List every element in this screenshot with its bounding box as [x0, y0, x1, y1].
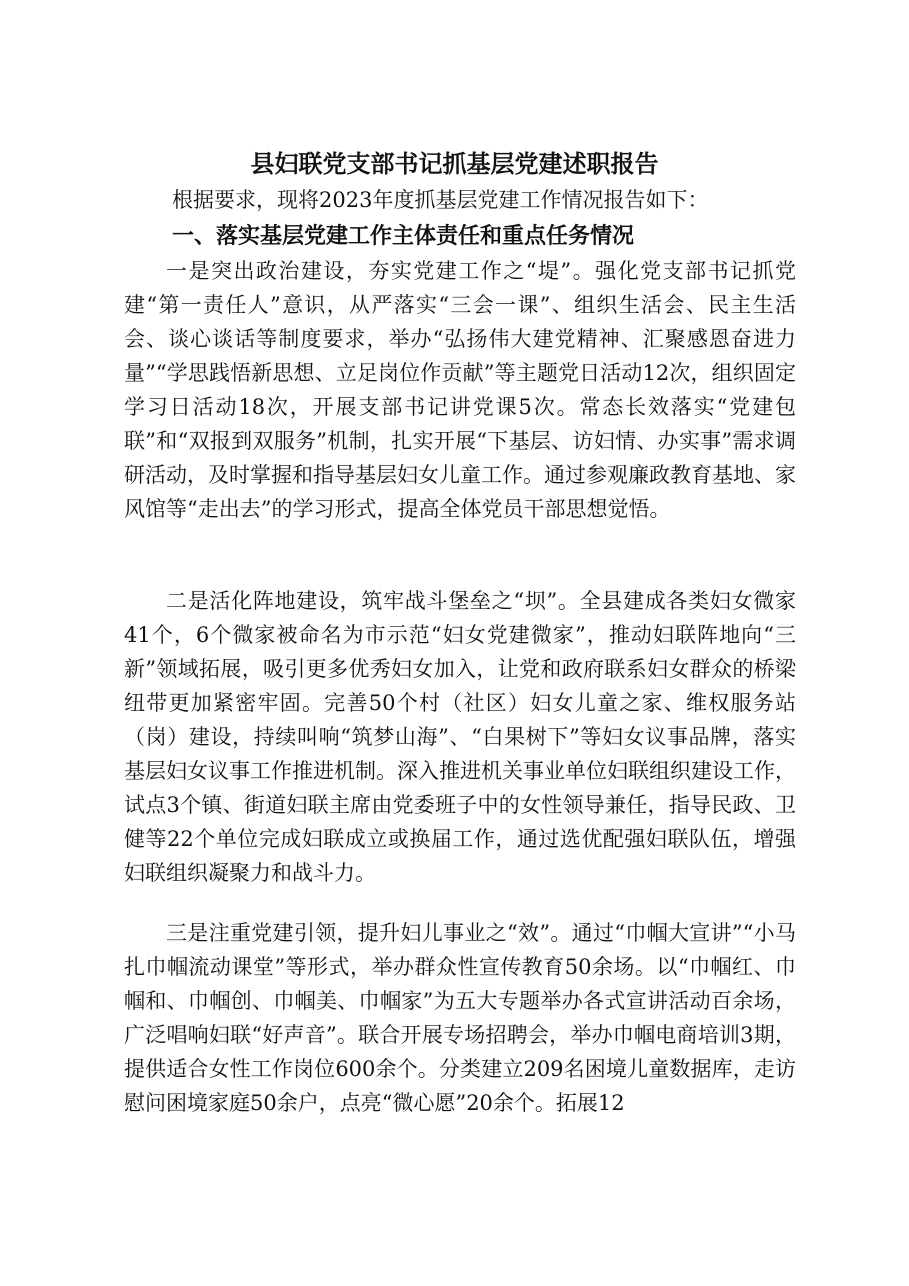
section-heading: 一、落实基层党建工作主体责任和重点任务情况	[172, 223, 635, 249]
paragraph-2: 二是活化阵地建设，筑牢战斗堡垒之“坝”。全县建成各类妇女微家41个，6个微家被命名为市示范“妇女党建微家”，推动妇联阵地向“三新”领域拓展，吸引更多优秀妇女加入，让党和政府联系妇女群众的桥梁纽带更加紧密牢固。完善50个村（社区）妇女儿童之家、维权服务站（岗）建设，持续叫响“筑梦山海”、“白果树下”等妇女议事品牌，落实基层妇女议事工作推进机制。深入推进机关事业单位妇联组织建设工作，试点3个镇、街道妇联主席由党委班子中的女性领导兼任，指导民政、卫健等22个单位完成妇联成立或换届工作，通过选优配强妇联队伍，增强妇联组织凝聚力和战斗力。	[124, 589, 796, 885]
intro-text: 根据要求，现将2023年度抓基层党建工作情况报告如下：	[172, 188, 709, 212]
document-title: 县妇联党支部书记抓基层党建述职报告	[250, 149, 659, 178]
paragraph-1: 一是突出政治建设，夯实党建工作之“堤”。强化党支部书记抓党建“第一责任人”意识，从严落实“三会一课”、组织生活会、民主生活会、谈心谈话等制度要求，举办“弘扬伟大建党精神、汇聚感恩奋进力量”“学思践悟新思想、立足岗位作贡献”等主题党日活动12次，组织固定学习日活动18次，开展支部书记讲党课5次。常态长效落实“党建包联”和“双报到双服务”机制，扎实开展“下基层、访妇情、办实事”需求调研活动，及时掌握和指导基层妇女儿童工作。通过参观廉政教育基地、家风馆等“走出去”的学习形式，提高全体党员干部思想觉悟。	[124, 259, 796, 521]
paragraph-3: 三是注重党建引领，提升妇儿事业之“效”。通过“巾帼大宣讲”“小马扎巾帼流动课堂”等形式，举办群众性宣传教育50余场。以“巾帼红、巾帼和、巾帼创、巾帼美、巾帼家”为五大专题举办各式宣讲活动百余场，广泛唱响妇联“好声音”。联合开展专场招聘会，举办巾帼电商培训3期，提供适合女性工作岗位600余个。分类建立209名困境儿童数据库，走访慰问困境家庭50余户，点亮“微心愿”20余个。拓展12	[124, 921, 796, 1115]
